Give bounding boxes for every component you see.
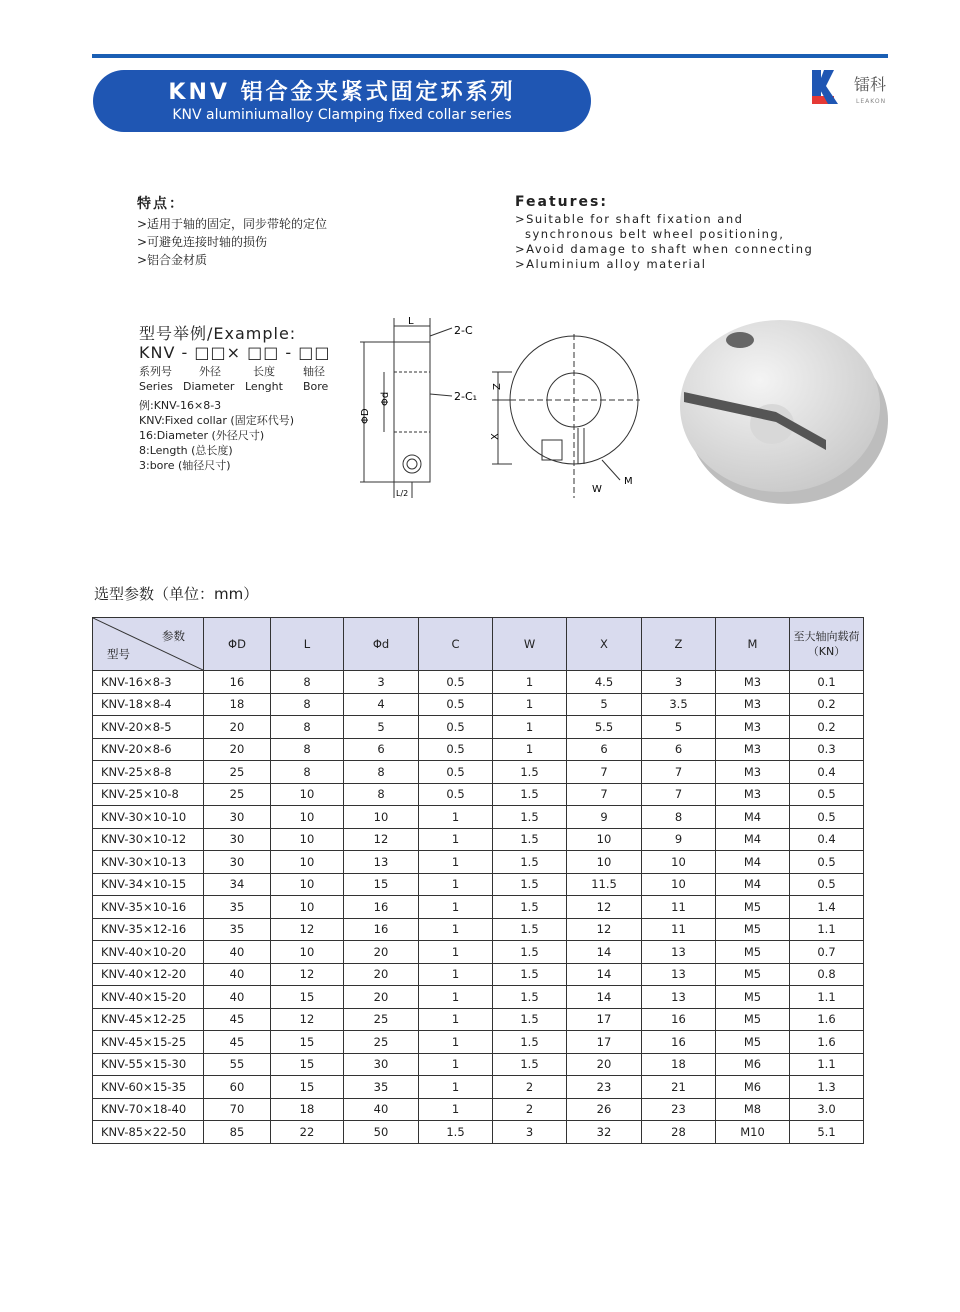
label-L: L: [408, 316, 414, 327]
value-cell: 1.6: [790, 1031, 864, 1054]
value-cell: 25: [344, 1008, 419, 1031]
value-cell: 1: [419, 873, 493, 896]
label-en: Series: [139, 380, 173, 393]
value-cell: 1.5: [493, 896, 567, 919]
brand-logo: [810, 68, 900, 112]
value-cell: 25: [344, 1031, 419, 1054]
value-cell: 14: [567, 941, 642, 964]
value-cell: M3: [716, 671, 790, 694]
value-cell: M4: [716, 828, 790, 851]
value-cell: 12: [271, 918, 344, 941]
value-cell: 1.5: [493, 873, 567, 896]
value-cell: 26: [567, 1098, 642, 1121]
value-cell: 3.0: [790, 1098, 864, 1121]
value-cell: 12: [567, 918, 642, 941]
value-cell: M3: [716, 761, 790, 784]
label-W: W: [592, 484, 602, 495]
value-cell: 0.2: [790, 693, 864, 716]
value-cell: 5.5: [567, 716, 642, 739]
value-cell: 2: [493, 1098, 567, 1121]
value-cell: 28: [642, 1121, 716, 1144]
value-cell: 11: [642, 896, 716, 919]
model-cell: KNV-25×8-8: [93, 761, 204, 784]
value-cell: 12: [271, 1008, 344, 1031]
value-cell: 0.4: [790, 761, 864, 784]
value-cell: 10: [271, 783, 344, 806]
table-row: [93, 1121, 864, 1144]
label-phiD: ΦD: [360, 408, 371, 424]
value-cell: 10: [567, 851, 642, 874]
features-en-item: synchronous belt wheel positioning,: [525, 227, 785, 241]
value-cell: 1.5: [493, 1031, 567, 1054]
value-cell: 15: [271, 1076, 344, 1099]
value-cell: 32: [567, 1121, 642, 1144]
value-cell: 85: [204, 1121, 271, 1144]
value-cell: 1.5: [493, 761, 567, 784]
value-cell: 16: [642, 1031, 716, 1054]
value-cell: 8: [344, 783, 419, 806]
value-cell: 4: [344, 693, 419, 716]
value-cell: 1: [419, 1098, 493, 1121]
leakon-logo-icon: [810, 68, 856, 108]
value-cell: 1.5: [493, 918, 567, 941]
label-en: Bore: [303, 380, 329, 393]
features-cn-item: >可避免连接时轴的损伤: [137, 235, 268, 249]
value-cell: 1.4: [790, 896, 864, 919]
label-en: Diameter: [183, 380, 235, 393]
value-cell: 6: [642, 738, 716, 761]
example-labels-cn: [139, 364, 331, 379]
value-cell: 17: [567, 1031, 642, 1054]
value-cell: 17: [567, 1008, 642, 1031]
model-cell: KNV-70×18-40: [93, 1098, 204, 1121]
diagonal-line: [93, 618, 203, 670]
value-cell: M5: [716, 918, 790, 941]
value-cell: 5: [642, 716, 716, 739]
value-cell: 18: [204, 693, 271, 716]
value-cell: 1: [493, 693, 567, 716]
header-load-line: 至大轴向载荷: [793, 630, 860, 643]
value-cell: 1.6: [790, 1008, 864, 1031]
value-cell: 10: [344, 806, 419, 829]
value-cell: 16: [344, 918, 419, 941]
model-cell: KNV-30×10-10: [93, 806, 204, 829]
value-cell: M4: [716, 873, 790, 896]
features-en-heading: Features:: [515, 194, 608, 210]
value-cell: 7: [642, 761, 716, 784]
value-cell: 10: [271, 941, 344, 964]
value-cell: 30: [204, 851, 271, 874]
value-cell: 15: [271, 1053, 344, 1076]
value-cell: M5: [716, 986, 790, 1009]
value-cell: 13: [642, 986, 716, 1009]
value-cell: M4: [716, 851, 790, 874]
value-cell: 40: [204, 941, 271, 964]
value-cell: M3: [716, 693, 790, 716]
table-header-row: [93, 618, 864, 671]
value-cell: M8: [716, 1098, 790, 1121]
top-rule: [92, 54, 888, 58]
label-cn: 系列号: [139, 365, 172, 378]
model-cell: KNV-35×12-16: [93, 918, 204, 941]
value-cell: 40: [344, 1098, 419, 1121]
value-cell: 10: [271, 851, 344, 874]
label-Z: Z: [492, 383, 503, 390]
value-cell: 8: [642, 806, 716, 829]
value-cell: 20: [344, 941, 419, 964]
value-cell: 0.5: [419, 671, 493, 694]
value-cell: M4: [716, 806, 790, 829]
header-cell: M: [716, 618, 790, 671]
value-cell: 50: [344, 1121, 419, 1144]
value-cell: 9: [642, 828, 716, 851]
value-cell: 21: [642, 1076, 716, 1099]
features-cn: [137, 195, 327, 269]
logo-text-en: LEAKON: [856, 98, 887, 105]
value-cell: 16: [344, 896, 419, 919]
value-cell: 1.1: [790, 986, 864, 1009]
header-cell: C: [419, 618, 493, 671]
header-corner: [93, 618, 204, 671]
model-cell: KNV-40×15-20: [93, 986, 204, 1009]
table-row: [93, 1008, 864, 1031]
value-cell: M5: [716, 1031, 790, 1054]
value-cell: 8: [271, 761, 344, 784]
value-cell: M10: [716, 1121, 790, 1144]
label-cn: 外径: [199, 365, 221, 378]
value-cell: 6: [567, 738, 642, 761]
value-cell: 14: [567, 986, 642, 1009]
table-row: [93, 828, 864, 851]
value-cell: 11: [642, 918, 716, 941]
value-cell: 20: [344, 963, 419, 986]
value-cell: 20: [204, 738, 271, 761]
example-line: 3:bore (轴径尺寸): [139, 459, 231, 472]
value-cell: 1.1: [790, 918, 864, 941]
value-cell: 13: [344, 851, 419, 874]
table-row: [93, 693, 864, 716]
value-cell: 10: [642, 873, 716, 896]
value-cell: 6: [344, 738, 419, 761]
model-cell: KNV-35×10-16: [93, 896, 204, 919]
value-cell: 8: [344, 761, 419, 784]
value-cell: M3: [716, 716, 790, 739]
value-cell: 1.3: [790, 1076, 864, 1099]
table-row: [93, 851, 864, 874]
value-cell: M3: [716, 783, 790, 806]
value-cell: 0.5: [419, 783, 493, 806]
label-2C1: 2-C₁: [454, 390, 478, 403]
value-cell: 23: [567, 1076, 642, 1099]
value-cell: 35: [204, 918, 271, 941]
features-cn-heading: 特点：: [137, 196, 185, 212]
label-2C: 2-C: [454, 324, 473, 337]
value-cell: 1.5: [493, 986, 567, 1009]
corner-param-label: 参数: [162, 629, 185, 643]
table-row: [93, 1031, 864, 1054]
features-en: [515, 195, 813, 272]
model-cell: KNV-30×10-12: [93, 828, 204, 851]
features-en-item: >Suitable for shaft fixation and: [515, 212, 744, 226]
value-cell: 4.5: [567, 671, 642, 694]
value-cell: 55: [204, 1053, 271, 1076]
header-cell: X: [567, 618, 642, 671]
model-cell: KNV-16×8-3: [93, 671, 204, 694]
value-cell: 13: [642, 941, 716, 964]
value-cell: 23: [642, 1098, 716, 1121]
example-line: 16:Diameter (外径尺寸): [139, 429, 265, 442]
features-cn-item: >铝合金材质: [137, 253, 208, 267]
table-row: [93, 1098, 864, 1121]
value-cell: 18: [271, 1098, 344, 1121]
value-cell: 1.5: [493, 1053, 567, 1076]
value-cell: 3.5: [642, 693, 716, 716]
value-cell: 35: [204, 896, 271, 919]
value-cell: 1.5: [493, 851, 567, 874]
collar-product-photo: [676, 300, 896, 510]
value-cell: 1: [419, 806, 493, 829]
value-cell: 9: [567, 806, 642, 829]
table-row: [93, 986, 864, 1009]
example-line: KNV:Fixed collar (固定环代号): [139, 414, 295, 427]
value-cell: 1: [419, 941, 493, 964]
model-cell: KNV-40×12-20: [93, 963, 204, 986]
value-cell: M5: [716, 963, 790, 986]
table-row: [93, 783, 864, 806]
value-cell: 7: [567, 761, 642, 784]
value-cell: 22: [271, 1121, 344, 1144]
value-cell: 1: [419, 1031, 493, 1054]
value-cell: 10: [271, 896, 344, 919]
value-cell: 11.5: [567, 873, 642, 896]
header-cell: ΦD: [204, 618, 271, 671]
value-cell: 1: [493, 716, 567, 739]
value-cell: 34: [204, 873, 271, 896]
value-cell: 1: [419, 986, 493, 1009]
value-cell: 10: [567, 828, 642, 851]
model-cell: KNV-20×8-5: [93, 716, 204, 739]
model-cell: KNV-85×22-50: [93, 1121, 204, 1144]
value-cell: 16: [642, 1008, 716, 1031]
value-cell: 18: [642, 1053, 716, 1076]
value-cell: 1: [419, 918, 493, 941]
value-cell: 70: [204, 1098, 271, 1121]
value-cell: 30: [204, 806, 271, 829]
value-cell: 1.5: [493, 941, 567, 964]
value-cell: 0.5: [790, 783, 864, 806]
value-cell: 1: [419, 851, 493, 874]
value-cell: 1.5: [493, 963, 567, 986]
table-row: [93, 671, 864, 694]
value-cell: 25: [204, 783, 271, 806]
value-cell: 45: [204, 1008, 271, 1031]
value-cell: 1.5: [493, 806, 567, 829]
title-banner: [93, 70, 591, 132]
value-cell: 10: [271, 806, 344, 829]
model-cell: KNV-25×10-8: [93, 783, 204, 806]
value-cell: 0.3: [790, 738, 864, 761]
value-cell: 60: [204, 1076, 271, 1099]
table-row: [93, 941, 864, 964]
value-cell: 10: [271, 828, 344, 851]
value-cell: 1: [419, 828, 493, 851]
header-cell: Z: [642, 618, 716, 671]
value-cell: 0.5: [790, 851, 864, 874]
value-cell: M3: [716, 738, 790, 761]
header-cell: Φd: [344, 618, 419, 671]
value-cell: M6: [716, 1076, 790, 1099]
value-cell: 40: [204, 986, 271, 1009]
value-cell: 3: [642, 671, 716, 694]
table-row: [93, 761, 864, 784]
value-cell: 0.5: [419, 716, 493, 739]
value-cell: 0.8: [790, 963, 864, 986]
features-en-item: >Avoid damage to shaft when connecting: [515, 242, 814, 256]
value-cell: 1: [419, 896, 493, 919]
value-cell: 0.7: [790, 941, 864, 964]
corner-model-label: 型号: [107, 647, 130, 661]
value-cell: 10: [642, 851, 716, 874]
table-row: [93, 896, 864, 919]
value-cell: 5: [344, 716, 419, 739]
value-cell: 7: [642, 783, 716, 806]
value-cell: 20: [204, 716, 271, 739]
value-cell: 1: [419, 1076, 493, 1099]
title-en: KNV aluminiumalloy Clamping fixed collar series: [172, 107, 512, 123]
value-cell: 0.5: [790, 873, 864, 896]
value-cell: 0.5: [419, 761, 493, 784]
table-row: [93, 806, 864, 829]
title-cn: KNV 铝合金夹紧式固定环系列: [168, 80, 516, 105]
spec-table-body: [93, 671, 864, 1144]
header-cell: W: [493, 618, 567, 671]
example-line: 8:Length (总长度): [139, 444, 233, 457]
model-cell: KNV-40×10-20: [93, 941, 204, 964]
value-cell: 15: [271, 1031, 344, 1054]
value-cell: 1: [493, 671, 567, 694]
label-phid: Φd: [380, 391, 391, 406]
header-load-line: （KN）: [807, 645, 846, 658]
features-en-item: >Aluminium alloy material: [515, 257, 707, 271]
value-cell: 5: [567, 693, 642, 716]
value-cell: 13: [642, 963, 716, 986]
table-row: [93, 873, 864, 896]
value-cell: 8: [271, 671, 344, 694]
model-cell: KNV-34×10-15: [93, 873, 204, 896]
value-cell: M5: [716, 941, 790, 964]
example-heading: 型号举例/Example:: [139, 324, 297, 343]
value-cell: 0.5: [419, 693, 493, 716]
model-cell: KNV-60×15-35: [93, 1076, 204, 1099]
value-cell: 0.1: [790, 671, 864, 694]
model-cell: KNV-45×12-25: [93, 1008, 204, 1031]
value-cell: 1.5: [493, 783, 567, 806]
value-cell: 0.5: [419, 738, 493, 761]
technical-drawing: [340, 312, 660, 502]
model-cell: KNV-45×15-25: [93, 1031, 204, 1054]
features-cn-item: >适用于轴的固定，同步带轮的定位: [137, 217, 328, 231]
value-cell: M6: [716, 1053, 790, 1076]
table-row: [93, 1076, 864, 1099]
value-cell: 3: [493, 1121, 567, 1144]
value-cell: 1: [419, 1053, 493, 1076]
example-labels-en: [139, 379, 331, 394]
value-cell: 7: [567, 783, 642, 806]
value-cell: 35: [344, 1076, 419, 1099]
value-cell: 15: [271, 986, 344, 1009]
value-cell: 5.1: [790, 1121, 864, 1144]
label-X: X: [490, 433, 501, 440]
value-cell: 8: [271, 716, 344, 739]
value-cell: 1: [419, 1008, 493, 1031]
value-cell: 0.2: [790, 716, 864, 739]
section-title: 选型参数（单位：mm）: [94, 585, 259, 603]
value-cell: 1.5: [493, 828, 567, 851]
value-cell: 20: [567, 1053, 642, 1076]
model-cell: KNV-30×10-13: [93, 851, 204, 874]
value-cell: 12: [271, 963, 344, 986]
value-cell: 3: [344, 671, 419, 694]
value-cell: 25: [204, 761, 271, 784]
value-cell: M5: [716, 1008, 790, 1031]
value-cell: 40: [204, 963, 271, 986]
value-cell: 30: [204, 828, 271, 851]
value-cell: 45: [204, 1031, 271, 1054]
table-row: [93, 716, 864, 739]
value-cell: 12: [567, 896, 642, 919]
value-cell: 1.5: [493, 1008, 567, 1031]
value-cell: 1.5: [419, 1121, 493, 1144]
value-cell: M5: [716, 896, 790, 919]
table-row: [93, 1053, 864, 1076]
model-cell: KNV-20×8-6: [93, 738, 204, 761]
value-cell: 10: [271, 873, 344, 896]
value-cell: 12: [344, 828, 419, 851]
value-cell: 1: [419, 963, 493, 986]
value-cell: 0.5: [790, 806, 864, 829]
header-load: [790, 618, 864, 671]
model-cell: KNV-55×15-30: [93, 1053, 204, 1076]
spec-table: [92, 617, 864, 1144]
value-cell: 8: [271, 693, 344, 716]
table-row: [93, 738, 864, 761]
value-cell: 8: [271, 738, 344, 761]
value-cell: 30: [344, 1053, 419, 1076]
logo-text-cn: 镭科: [854, 75, 887, 94]
value-cell: 0.4: [790, 828, 864, 851]
model-cell: KNV-18×8-4: [93, 693, 204, 716]
value-cell: 14: [567, 963, 642, 986]
example-block: [139, 326, 331, 473]
label-M: M: [624, 476, 633, 487]
value-cell: 15: [344, 873, 419, 896]
label-cn: 长度: [253, 365, 275, 378]
label-en: Lenght: [245, 380, 283, 393]
value-cell: 20: [344, 986, 419, 1009]
table-row: [93, 963, 864, 986]
value-cell: 2: [493, 1076, 567, 1099]
label-cn: 轴径: [303, 365, 325, 378]
header-cell: L: [271, 618, 344, 671]
label-L2: L/2: [396, 489, 409, 498]
value-cell: 16: [204, 671, 271, 694]
value-cell: 1.1: [790, 1053, 864, 1076]
table-row: [93, 918, 864, 941]
example-line: 例:KNV-16×8-3: [139, 399, 222, 412]
value-cell: 1: [493, 738, 567, 761]
example-model: KNV - □□× □□ - □□: [139, 343, 331, 362]
